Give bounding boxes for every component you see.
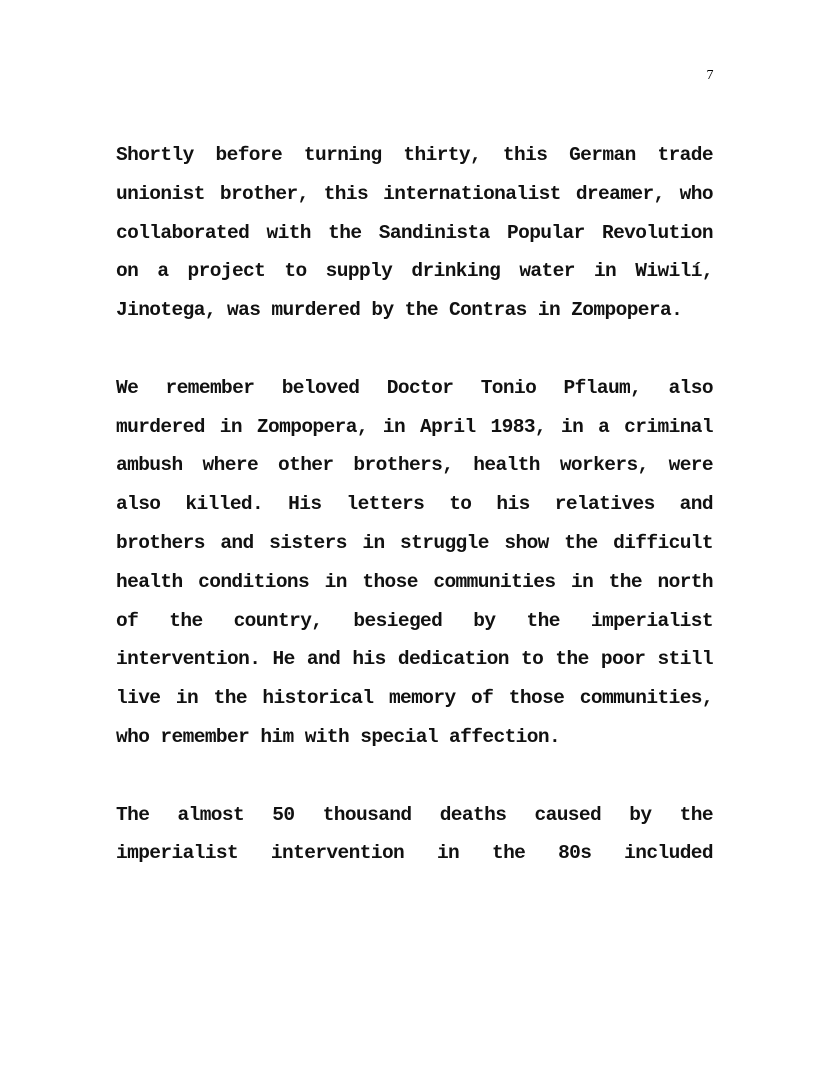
paragraph-3: The almost 50 thousand deaths caused by the imperialist intervention in the 80s included <box>116 803 713 865</box>
body-text <box>116 136 713 873</box>
page-number: 7 <box>706 68 714 83</box>
paragraph-2: We remember beloved Doctor Tonio Pflaum, also murdered in Zompopera, in April 1983, in a criminal ambush where other brothers, health workers, were also killed. His letters to his relatives and brothers and sisters in struggle show the difficult health conditions in those communities in the north of the country, besieged by the imperialist intervention. He and his dedication to the poor still live in the historical memory of those communities, who remember him with special affection. <box>116 376 713 748</box>
paragraph-1: Shortly before turning thirty, this German trade unionist brother, this internationalist dreamer, who collaborated with the Sandinista Popular Revolution on a project to supply drinking water in Wiwilí, Jinotega, was murdered by the Contras in Zompopera. <box>116 144 713 322</box>
